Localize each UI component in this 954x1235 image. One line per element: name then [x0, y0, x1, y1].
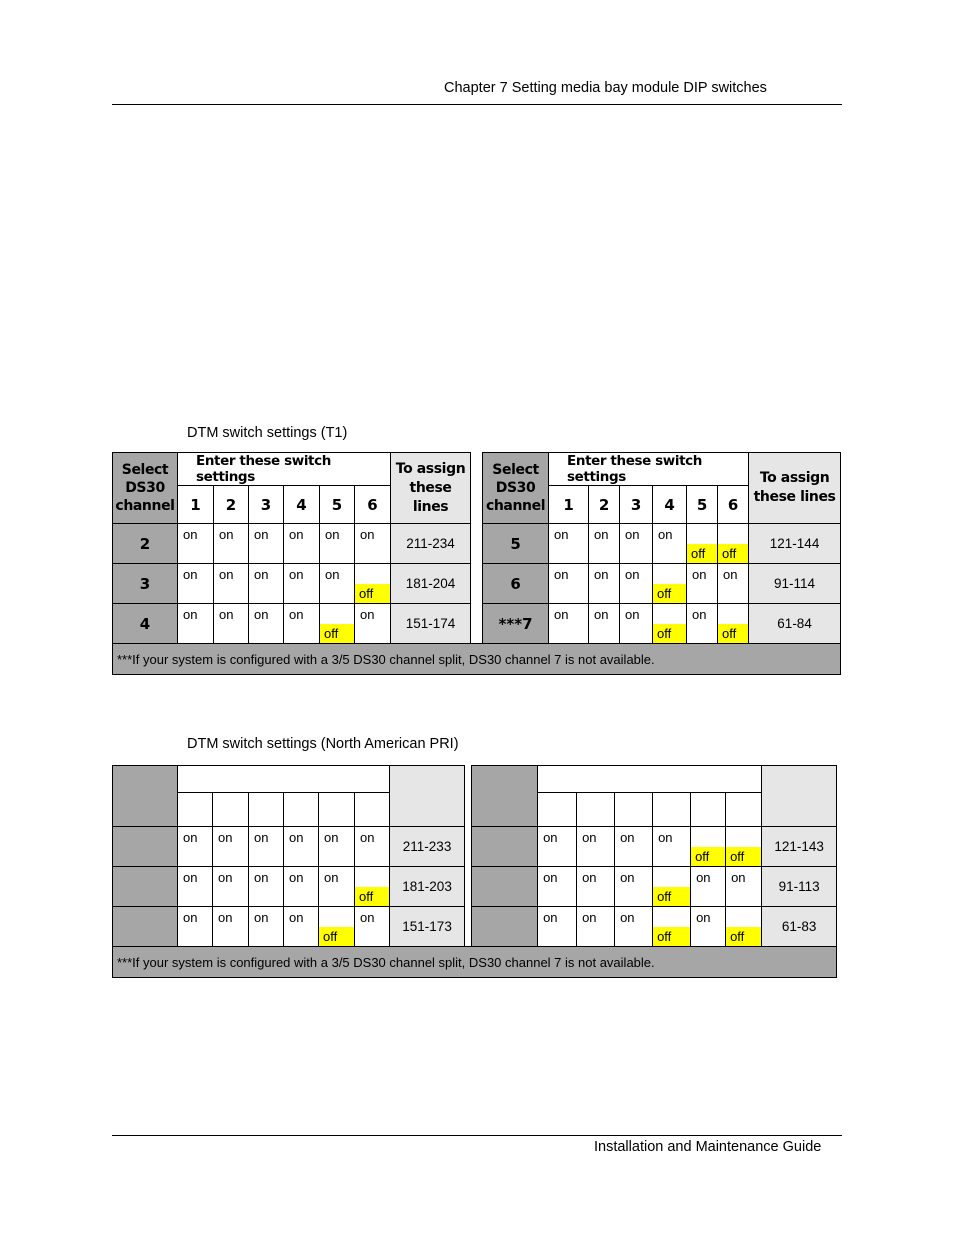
channel-split-note: ***If your system is configured with a 3/5 DS30 channel split, DS30 channel 7 is not available. — [113, 644, 841, 675]
table-row — [113, 907, 837, 947]
switch-on-value: on — [658, 527, 673, 542]
switch-on-value: on — [692, 567, 707, 582]
line-range-cell: 121-144 — [749, 524, 841, 564]
switch-number-header — [249, 793, 284, 827]
switch-on-value: on — [696, 910, 711, 925]
switch-cell — [549, 524, 589, 564]
switch-cell — [355, 524, 391, 564]
switch-on-value: on — [324, 830, 339, 845]
switch-on-value: on — [218, 910, 233, 925]
switch-on-value: on — [360, 910, 375, 925]
switch-cell — [691, 827, 726, 867]
switch-on-value: on — [325, 527, 340, 542]
switch-on-value: on — [360, 527, 375, 542]
assign-lines-header — [749, 453, 841, 524]
line-range-cell: 151-173 — [390, 907, 465, 947]
switch-number-header — [319, 793, 355, 827]
switch-off-value: off — [718, 544, 748, 563]
switch-cell — [320, 564, 355, 604]
switch-cell — [355, 564, 391, 604]
switch-on-value: on — [183, 527, 198, 542]
switch-cell — [178, 867, 213, 907]
switch-cell — [213, 867, 249, 907]
switch-on-value: on — [582, 910, 597, 925]
switch-cell — [615, 867, 653, 907]
column-gap — [465, 907, 472, 947]
line-range-cell: 121-143 — [762, 827, 837, 867]
line-range-cell: 181-204 — [391, 564, 471, 604]
switch-off-value: off — [653, 584, 686, 603]
switch-settings-table — [112, 765, 837, 978]
switch-cell — [214, 564, 249, 604]
switch-cell — [653, 524, 687, 564]
switch-on-value: on — [620, 910, 635, 925]
switch-cell — [589, 564, 620, 604]
line-range-cell: 91-114 — [749, 564, 841, 604]
switch-cell — [589, 604, 620, 644]
select-ds30-channel-header — [472, 766, 538, 827]
switch-cell — [320, 604, 355, 644]
enter-switch-settings-header — [178, 766, 390, 793]
switch-on-value: on — [731, 870, 746, 885]
switch-cell — [355, 604, 391, 644]
ds30-channel-cell: 2 — [113, 524, 178, 564]
switch-cell — [653, 564, 687, 604]
switch-number-header: 1 — [549, 486, 589, 524]
switch-cell — [726, 867, 762, 907]
switch-off-value: off — [355, 887, 389, 906]
switch-on-value: on — [254, 527, 269, 542]
switch-number-header: 4 — [284, 486, 320, 524]
switch-cell — [577, 907, 615, 947]
switch-cell — [178, 907, 213, 947]
ds30-channel-cell — [472, 907, 538, 947]
switch-cell — [620, 524, 653, 564]
switch-cell — [687, 564, 718, 604]
switch-off-value: off — [726, 927, 761, 946]
switch-cell — [178, 564, 214, 604]
switch-off-value: off — [320, 624, 354, 643]
switch-off-value: off — [653, 624, 686, 643]
switch-off-value: off — [726, 847, 761, 866]
switch-cell — [687, 604, 718, 644]
switch-cell — [319, 827, 355, 867]
switch-settings-table — [112, 452, 841, 675]
line-range-cell: 211-234 — [391, 524, 471, 564]
switch-cell — [178, 827, 213, 867]
guide-footer: Installation and Maintenance Guide — [594, 1139, 822, 1155]
switch-cell — [249, 827, 284, 867]
switch-on-value: on — [289, 910, 304, 925]
ds30-channel-cell: 5 — [483, 524, 549, 564]
switch-cell — [355, 907, 390, 947]
switch-cell — [577, 827, 615, 867]
switch-off-value: off — [653, 927, 690, 946]
ds30-channel-cell — [113, 827, 178, 867]
switch-number-header — [213, 793, 249, 827]
select-ds30-channel-header — [113, 453, 178, 524]
select-header-line: channel — [485, 498, 546, 514]
ds30-channel-cell: 3 — [113, 564, 178, 604]
assign-lines-header — [390, 766, 465, 827]
ds30-channel-cell: ***7 — [483, 604, 549, 644]
line-range-cell: 61-83 — [762, 907, 837, 947]
assign-header-line: these lines — [409, 479, 452, 515]
switch-on-value: on — [554, 607, 569, 622]
select-header-line: DS30 — [125, 480, 165, 496]
switch-number-header — [653, 793, 691, 827]
switch-on-value: on — [219, 567, 234, 582]
switch-on-value: on — [620, 870, 635, 885]
switch-on-value: on — [692, 607, 707, 622]
switch-on-value: on — [625, 567, 640, 582]
ds30-channel-cell — [113, 907, 178, 947]
switch-on-value: on — [625, 527, 640, 542]
switch-on-value: on — [594, 567, 609, 582]
switch-on-value: on — [325, 567, 340, 582]
switch-on-value: on — [594, 607, 609, 622]
switch-cell — [718, 604, 749, 644]
switch-cell — [653, 604, 687, 644]
switch-cell — [178, 604, 214, 644]
switch-cell — [213, 827, 249, 867]
switch-cell — [718, 564, 749, 604]
switch-on-value: on — [183, 870, 198, 885]
switch-number-header: 2 — [589, 486, 620, 524]
switch-off-value: off — [691, 847, 725, 866]
switch-number-header: 1 — [178, 486, 214, 524]
switch-cell — [214, 524, 249, 564]
table-caption-t1: DTM switch settings (T1) — [187, 425, 348, 441]
channel-split-note: ***If your system is configured with a 3/5 DS30 channel split, DS30 channel 7 is not available. — [113, 947, 837, 978]
switch-number-header — [577, 793, 615, 827]
switch-on-value: on — [658, 830, 673, 845]
switch-on-value: on — [360, 830, 375, 845]
table-row — [113, 827, 837, 867]
switch-on-value: on — [254, 567, 269, 582]
switch-cell — [718, 524, 749, 564]
select-header-line: Select — [492, 462, 539, 478]
switch-on-value: on — [218, 830, 233, 845]
switch-cell — [355, 827, 390, 867]
switch-off-value: off — [718, 624, 748, 643]
switch-cell — [549, 604, 589, 644]
switch-number-header: 3 — [249, 486, 284, 524]
switch-on-value: on — [219, 527, 234, 542]
column-gap — [471, 524, 483, 564]
switch-cell — [653, 907, 691, 947]
switch-on-value: on — [543, 910, 558, 925]
line-range-cell: 61-84 — [749, 604, 841, 644]
enter-switch-settings-header: Enter these switch settings — [178, 453, 391, 486]
switch-on-value: on — [254, 830, 269, 845]
switch-cell — [538, 867, 577, 907]
header-rule — [112, 104, 842, 105]
column-gap — [471, 453, 483, 524]
switch-on-value: on — [183, 830, 198, 845]
assign-header-line: To assign — [395, 460, 466, 477]
switch-off-value: off — [319, 927, 354, 946]
line-range-cell: 151-174 — [391, 604, 471, 644]
column-gap — [465, 766, 472, 827]
switch-on-value: on — [324, 870, 339, 885]
switch-cell — [249, 907, 284, 947]
enter-switch-settings-header: Enter these switch settings — [549, 453, 749, 486]
switch-on-value: on — [723, 567, 738, 582]
switch-on-value: on — [219, 607, 234, 622]
switch-on-value: on — [218, 870, 233, 885]
switch-off-value: off — [355, 584, 390, 603]
switch-number-header: 3 — [620, 486, 653, 524]
switch-cell — [620, 604, 653, 644]
ds30-channel-cell — [113, 867, 178, 907]
switch-on-value: on — [183, 567, 198, 582]
ds30-channel-cell: 4 — [113, 604, 178, 644]
switch-number-header: 6 — [718, 486, 749, 524]
ds30-channel-cell: 6 — [483, 564, 549, 604]
switch-cell — [214, 604, 249, 644]
assign-header-line: To assign — [759, 470, 830, 486]
switch-cell — [284, 867, 319, 907]
switch-cell — [653, 827, 691, 867]
switch-on-value: on — [289, 830, 304, 845]
select-header-line: channel — [115, 498, 175, 514]
switch-cell — [589, 524, 620, 564]
switch-off-value: off — [687, 544, 717, 563]
switch-on-value: on — [554, 527, 569, 542]
switch-cell — [726, 907, 762, 947]
switch-number-header: 5 — [687, 486, 718, 524]
select-header-line: DS30 — [495, 480, 536, 496]
ds30-channel-cell — [472, 827, 538, 867]
switch-cell — [319, 907, 355, 947]
switch-number-header: 4 — [653, 486, 687, 524]
switch-on-value: on — [254, 607, 269, 622]
switch-cell — [615, 827, 653, 867]
switch-cell — [577, 867, 615, 907]
switch-cell — [538, 827, 577, 867]
enter-switch-settings-header — [538, 766, 762, 793]
switch-number-header: 6 — [355, 486, 391, 524]
switch-cell — [284, 827, 319, 867]
switch-on-value: on — [289, 870, 304, 885]
assign-header-line: these lines — [753, 489, 836, 505]
switch-cell — [653, 867, 691, 907]
switch-on-value: on — [289, 607, 304, 622]
switch-cell — [620, 564, 653, 604]
table-caption-pri: DTM switch settings (North American PRI) — [187, 736, 459, 752]
select-header-line: Select — [121, 462, 169, 478]
switch-on-value: on — [696, 870, 711, 885]
switch-cell — [213, 907, 249, 947]
switch-on-value: on — [594, 527, 609, 542]
switch-cell — [284, 564, 320, 604]
switch-number-header — [726, 793, 762, 827]
switch-number-header — [355, 793, 390, 827]
select-ds30-channel-header — [483, 453, 549, 524]
select-ds30-channel-header — [113, 766, 178, 827]
switch-number-header — [691, 793, 726, 827]
switch-cell — [249, 564, 284, 604]
switch-cell — [284, 524, 320, 564]
column-gap — [471, 564, 483, 604]
switch-on-value: on — [554, 567, 569, 582]
switch-on-value: on — [254, 910, 269, 925]
column-gap — [471, 604, 483, 644]
switch-cell — [249, 867, 284, 907]
ds30-channel-cell — [472, 867, 538, 907]
switch-number-header — [178, 793, 213, 827]
column-gap — [465, 867, 472, 907]
footer-rule — [112, 1135, 842, 1136]
switch-cell — [726, 827, 762, 867]
table-row — [113, 604, 841, 644]
switch-number-header — [615, 793, 653, 827]
table-row — [113, 524, 841, 564]
switch-cell — [355, 867, 390, 907]
table-row — [113, 867, 837, 907]
switch-number-header — [284, 793, 319, 827]
switch-on-value: on — [620, 830, 635, 845]
line-range-cell: 181-203 — [390, 867, 465, 907]
switch-cell — [691, 907, 726, 947]
switch-cell — [687, 524, 718, 564]
switch-on-value: on — [360, 607, 375, 622]
switch-cell — [320, 524, 355, 564]
assign-lines-header — [762, 766, 837, 827]
switch-cell — [249, 524, 284, 564]
switch-on-value: on — [183, 910, 198, 925]
switch-on-value: on — [254, 870, 269, 885]
switch-on-value: on — [289, 527, 304, 542]
switch-on-value: on — [625, 607, 640, 622]
switch-cell — [284, 604, 320, 644]
switch-on-value: on — [582, 830, 597, 845]
switch-number-header — [538, 793, 577, 827]
switch-on-value: on — [543, 870, 558, 885]
switch-number-header: 2 — [214, 486, 249, 524]
line-range-cell: 211-233 — [390, 827, 465, 867]
switch-cell — [615, 907, 653, 947]
switch-on-value: on — [543, 830, 558, 845]
column-gap — [465, 827, 472, 867]
switch-cell — [249, 604, 284, 644]
line-range-cell: 91-113 — [762, 867, 837, 907]
switch-cell — [538, 907, 577, 947]
switch-cell — [319, 867, 355, 907]
switch-off-value: off — [653, 887, 690, 906]
switch-number-header: 5 — [320, 486, 355, 524]
switch-on-value: on — [289, 567, 304, 582]
assign-lines-header — [391, 453, 471, 524]
switch-cell — [691, 867, 726, 907]
chapter-header: Chapter 7 Setting media bay module DIP switches — [444, 80, 767, 96]
table-row — [113, 564, 841, 604]
switch-cell — [178, 524, 214, 564]
switch-on-value: on — [582, 870, 597, 885]
switch-cell — [284, 907, 319, 947]
switch-cell — [549, 564, 589, 604]
switch-on-value: on — [183, 607, 198, 622]
